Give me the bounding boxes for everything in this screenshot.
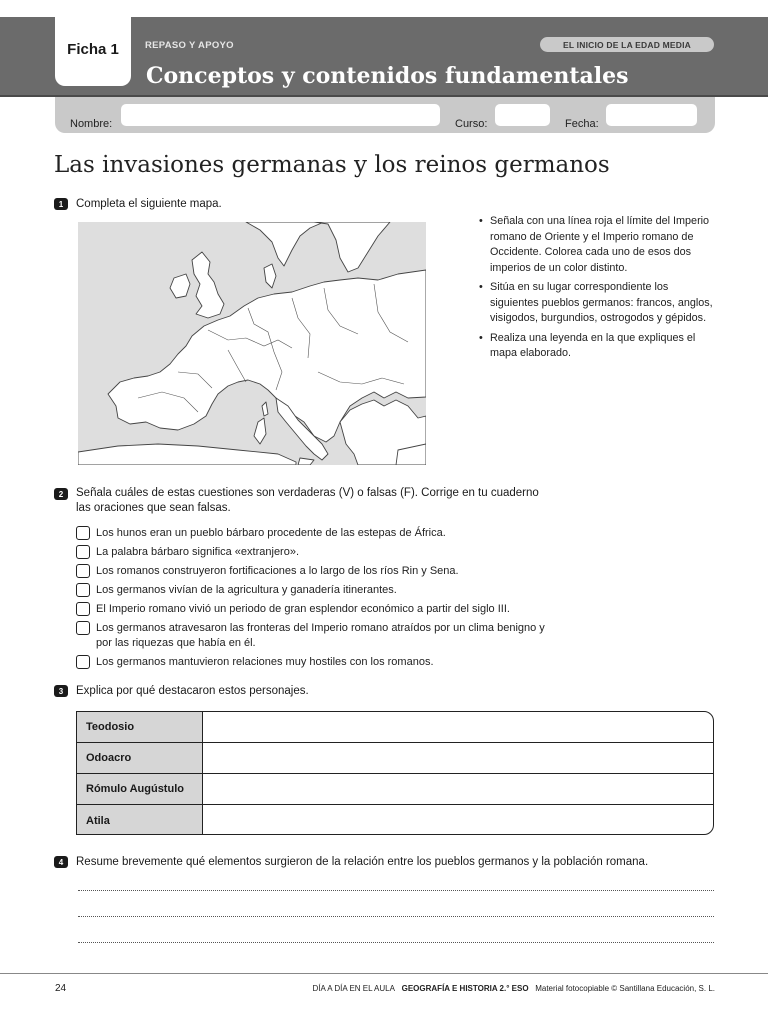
section-label: REPASO Y APOYO <box>145 40 234 51</box>
answer-checkbox[interactable] <box>76 545 90 559</box>
footer-rule <box>0 973 768 974</box>
true-false-item <box>76 602 556 618</box>
true-false-item <box>76 621 556 653</box>
series-name: DÍA A DÍA EN EL AULA <box>312 984 395 993</box>
statement-text: El Imperio romano vivió un periodo de gran esplendor económico a partir del siglo III. <box>96 603 510 615</box>
question-1-number: 1 <box>54 198 68 210</box>
true-false-item <box>76 545 556 561</box>
page-number: 24 <box>55 983 67 994</box>
instruction-item: • Señala con una línea roja el límite del Imperio romano de Oriente y el Imperio romano de Occidente. Colorea cada uno de esos dos imperios de un color distinto. <box>479 214 719 276</box>
footer-credit <box>313 984 715 993</box>
persons-table <box>76 711 714 835</box>
page-title: Conceptos y contenidos fundamentales <box>146 63 629 89</box>
date-label: Fecha: <box>565 118 599 130</box>
answer-checkbox[interactable] <box>76 564 90 578</box>
europe-map[interactable] <box>78 222 426 465</box>
course-field[interactable] <box>495 104 550 126</box>
person-name: Atila <box>77 805 203 835</box>
person-name: Odoacro <box>77 743 203 773</box>
answer-cell[interactable] <box>203 774 713 804</box>
table-row <box>77 712 713 743</box>
table-row <box>77 743 713 774</box>
answer-cell[interactable] <box>203 712 713 742</box>
answer-checkbox[interactable] <box>76 526 90 540</box>
answer-line[interactable] <box>78 890 714 891</box>
true-false-item <box>76 655 556 671</box>
true-false-item <box>76 583 556 599</box>
question-4-number: 4 <box>54 856 68 868</box>
date-field[interactable] <box>606 104 697 126</box>
answer-cell[interactable] <box>203 743 713 773</box>
statement-text: Los germanos atravesaron las fronteras del Imperio romano atraídos por un clima benigno y por las riquezas que había en él. <box>96 622 545 649</box>
answer-checkbox[interactable] <box>76 602 90 616</box>
statement-text: Los germanos vivían de la agricultura y ganadería itinerantes. <box>96 584 397 596</box>
question-3-number: 3 <box>54 685 68 697</box>
table-row <box>77 805 713 835</box>
course-label: Curso: <box>455 118 488 130</box>
answer-checkbox[interactable] <box>76 583 90 597</box>
statement-text: La palabra bárbaro significa «extranjero». <box>96 546 300 558</box>
question-1-instructions <box>479 214 719 366</box>
question-3-text: Explica por qué destacaron estos personajes. <box>76 685 309 697</box>
answer-checkbox[interactable] <box>76 655 90 669</box>
ficha-tab: Ficha 1 <box>55 12 131 86</box>
person-name: Rómulo Augústulo <box>77 774 203 804</box>
copyright-text: Material fotocopiable © Santillana Educación, S. L. <box>535 984 715 993</box>
true-false-item <box>76 526 556 542</box>
answer-line[interactable] <box>78 916 714 917</box>
question-4-text: Resume brevemente qué elementos surgieron de la relación entre los pueblos germanos y la población romana. <box>76 856 649 868</box>
question-2-text: Señala cuáles de estas cuestiones son verdaderas (V) o falsas (F). Corrige en tu cuaderno las oraciones que sean falsas. <box>76 487 539 514</box>
subject-name: GEOGRAFÍA E HISTORIA 2.° ESO <box>401 984 529 993</box>
instruction-item: • Realiza una leyenda en la que expliques el mapa elaborado. <box>479 331 719 362</box>
question-1-text: Completa el siguiente mapa. <box>76 198 222 210</box>
person-name: Teodosio <box>77 712 203 742</box>
europe-map-svg <box>78 222 426 465</box>
answer-checkbox[interactable] <box>76 621 90 635</box>
true-false-item <box>76 564 556 580</box>
name-label: Nombre: <box>70 118 113 130</box>
answer-cell[interactable] <box>203 805 713 835</box>
statement-text: Los romanos construyeron fortificaciones a lo largo de los ríos Rin y Sena. <box>96 565 459 577</box>
topic-badge: EL INICIO DE LA EDAD MEDIA <box>540 37 714 52</box>
instruction-item: • Sitúa en su lugar correspondiente los siguientes pueblos germanos: francos, anglos, visigodos, burgundios, ostrogodos y gépidos. <box>479 280 719 327</box>
statement-text: Los germanos mantuvieron relaciones muy hostiles con los romanos. <box>96 656 434 668</box>
answer-line[interactable] <box>78 942 714 943</box>
name-field[interactable] <box>121 104 440 126</box>
question-2-number: 2 <box>54 488 68 500</box>
statement-text: Los hunos eran un pueblo bárbaro procedente de las estepas de África. <box>96 527 446 539</box>
main-heading: Las invasiones germanas y los reinos germanos <box>54 152 610 178</box>
table-row <box>77 774 713 805</box>
